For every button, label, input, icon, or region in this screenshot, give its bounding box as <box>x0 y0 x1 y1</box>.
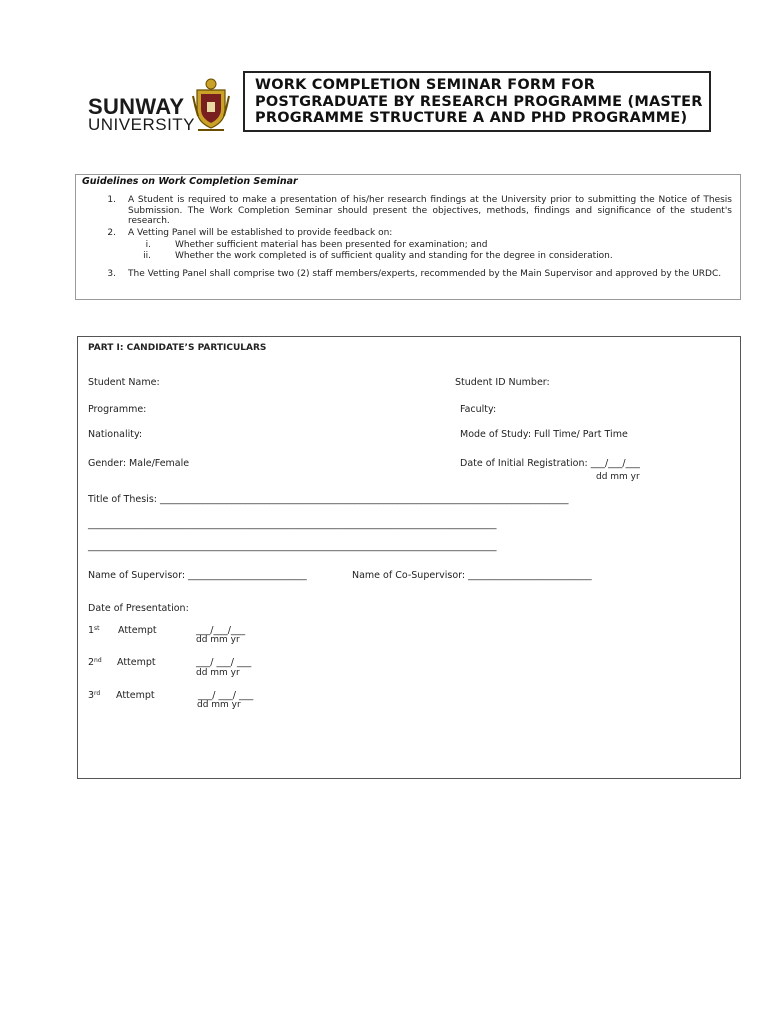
date-format-hint: dd mm yr <box>196 668 240 678</box>
university-crest-icon <box>192 76 230 134</box>
student-name-field[interactable]: Student Name: <box>88 377 160 388</box>
logo-wordmark-university: UNIVERSITY <box>88 115 196 134</box>
guideline-number: 3. <box>107 269 116 279</box>
guideline-number: 1. <box>107 195 116 205</box>
date-format-hint: dd mm yr <box>596 472 640 482</box>
guideline-text: The Vetting Panel shall comprise two (2) staff members/experts, recommended by the Main Supervisor and approved by the URDC. <box>128 269 722 279</box>
form-title: WORK COMPLETION SEMINAR FORM FOR POSTGRADUATE BY RESEARCH PROGRAMME (MASTER PROGRAMME STRUCTURE A AND PHD PROGRAMME) <box>255 77 703 126</box>
date-format-hint: dd mm yr <box>197 700 241 710</box>
nationality-field[interactable]: Nationality: <box>88 429 143 440</box>
faculty-field[interactable]: Faculty: <box>460 404 497 415</box>
attempt-date-field[interactable]: ___/ ___/ ___ <box>196 657 252 668</box>
co-supervisor-field[interactable]: Name of Co-Supervisor: __________________________ <box>352 570 592 581</box>
guideline-number: 2. <box>107 228 116 238</box>
attempt-date-field[interactable]: ___/ ___/ ___ <box>198 690 254 701</box>
date-of-presentation-label: Date of Presentation: <box>88 603 189 614</box>
attempt-number: 3rd <box>88 690 101 701</box>
guideline-text: A Student is required to make a presentation of his/her research findings at the University prior to submitting the Notice of Thesis Submission. The Work Completion Seminar should present the objectives, methods, findings and significance of the student's research. <box>128 195 732 226</box>
guideline-subnumber: i. <box>145 240 151 250</box>
supervisor-field[interactable]: Name of Supervisor: _________________________ <box>88 570 307 581</box>
part1-heading: PART I: CANDIDATE’S PARTICULARS <box>88 343 267 353</box>
attempt-label: Attempt <box>117 657 156 668</box>
gender-field[interactable]: Gender: Male/Female <box>88 458 190 469</box>
logo-wordmark-sunway: SUNWAY <box>88 94 185 119</box>
attempt-label: Attempt <box>118 625 157 636</box>
guideline-subtext: Whether sufficient material has been presented for examination; and <box>175 240 488 250</box>
date-format-hint: dd mm yr <box>196 635 240 645</box>
thesis-title-field[interactable]: Title of Thesis: ______________________________________________________________________________________ <box>88 494 569 505</box>
candidate-particulars-box <box>77 336 741 779</box>
date-initial-registration-field[interactable]: Date of Initial Registration: ___/___/___ <box>460 458 640 469</box>
thesis-title-line[interactable]: ______________________________________________________________________________________ <box>88 519 497 530</box>
guideline-subtext: Whether the work completed is of sufficient quality and standing for the degree in consideration. <box>175 251 613 261</box>
mode-of-study-field[interactable]: Mode of Study: Full Time/ Part Time <box>460 429 628 440</box>
attempt-number: 1st <box>88 625 100 636</box>
thesis-title-line[interactable]: ______________________________________________________________________________________ <box>88 541 497 552</box>
programme-field[interactable]: Programme: <box>88 404 147 415</box>
guideline-subnumber: ii. <box>143 251 151 261</box>
guideline-text: A Vetting Panel will be established to provide feedback on: <box>128 228 393 238</box>
attempt-number: 2nd <box>88 657 102 668</box>
form-title-box <box>243 71 711 132</box>
attempt-label: Attempt <box>116 690 155 701</box>
attempt-date-field[interactable]: ___/___/___ <box>196 625 246 636</box>
student-id-field[interactable]: Student ID Number: <box>455 377 550 388</box>
guidelines-heading: Guidelines on Work Completion Seminar <box>82 176 298 187</box>
